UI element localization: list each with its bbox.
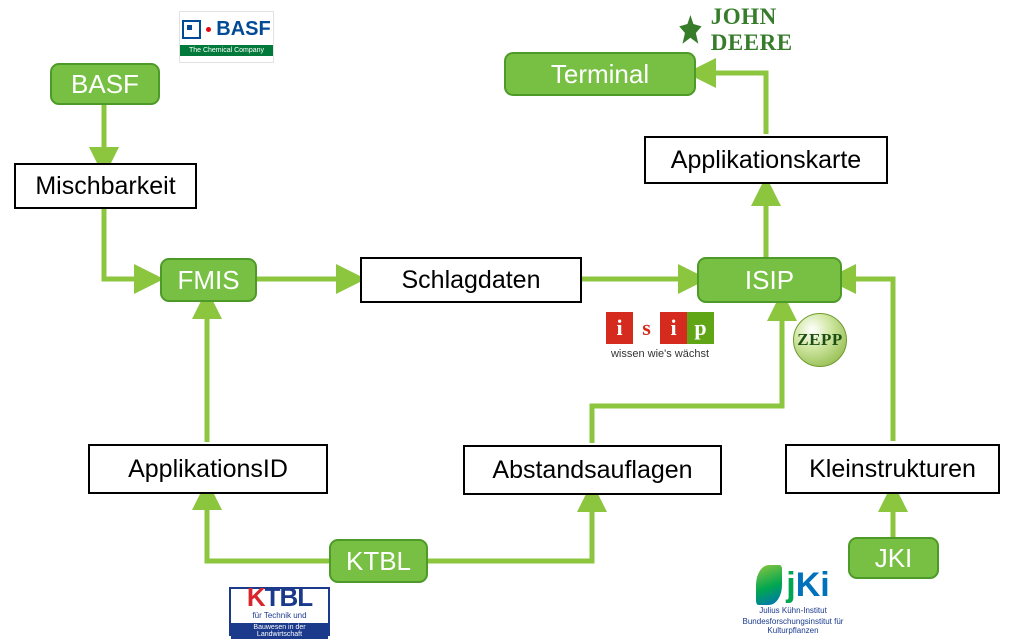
arrow-kleinstrukturen-isip <box>840 279 893 441</box>
basf-logo <box>179 11 274 63</box>
isip-letter-4: p <box>687 312 714 344</box>
arrow-mischbarkeit-fmis <box>104 209 150 279</box>
node-isip[interactable] <box>697 257 842 303</box>
isip-letter-1: i <box>606 312 633 344</box>
node-applikationsid-label: ApplikationsID <box>128 454 288 483</box>
node-kleinstrukturen[interactable] <box>785 444 1000 494</box>
basf-logo-mark-row <box>182 18 270 41</box>
isip-logo-letters <box>606 312 714 344</box>
node-kleinstrukturen-label: Kleinstrukturen <box>809 454 976 483</box>
jki-logo-mark-row <box>756 565 829 605</box>
basf-logo-word: BASF <box>216 18 271 40</box>
node-abstandsauflagen-label: Abstandsauflagen <box>492 455 693 484</box>
node-mischbarkeit-label: Mischbarkeit <box>35 171 176 200</box>
ktbl-logo <box>229 582 330 638</box>
basf-square-icon <box>182 20 201 39</box>
node-ktbl-label: KTBL <box>345 545 412 576</box>
basf-dot-icon <box>206 27 211 32</box>
jki-logo-line1: Julius Kühn-Institut <box>759 606 827 615</box>
node-jki-label: JKI <box>874 542 913 573</box>
node-applikationsid[interactable] <box>88 444 328 494</box>
isip-letter-2: s <box>633 312 660 344</box>
node-fmis-label: FMIS <box>177 264 240 295</box>
isip-logo <box>604 312 716 368</box>
arrow-applikationskarte-terminal <box>700 73 766 134</box>
node-isip-label: ISIP <box>744 264 795 295</box>
node-basf[interactable] <box>50 63 160 105</box>
node-terminal[interactable] <box>504 52 696 96</box>
node-jki[interactable] <box>848 537 939 579</box>
basf-logo-tagline: The Chemical Company <box>180 45 273 56</box>
node-applikationskarte[interactable] <box>644 136 888 184</box>
arrow-ktbl-applikationsid <box>207 494 338 561</box>
arrow-ktbl-abstandsauflagen <box>427 496 592 561</box>
ktbl-logo-line2: Bauwesen in der Landwirtschaft <box>231 623 328 639</box>
deer-icon <box>678 15 703 45</box>
isip-letter-3: i <box>660 312 687 344</box>
jki-logo-line2: Bundesforschungsinstitut für Kulturpflanzen <box>742 616 844 636</box>
node-terminal-label: Terminal <box>550 58 650 89</box>
node-schlagdaten-label: Schlagdaten <box>401 265 541 294</box>
john-deere-logo <box>678 4 838 55</box>
leaf-icon <box>756 565 782 605</box>
node-schlagdaten[interactable] <box>360 257 582 303</box>
john-deere-logo-word: JOHN DEERE <box>710 4 793 55</box>
node-ktbl[interactable] <box>329 539 428 583</box>
ktbl-logo-line1: für Technik und <box>252 611 307 621</box>
jki-logo-word: jKi <box>786 566 830 604</box>
zepp-logo <box>793 313 847 367</box>
isip-logo-tagline: wissen wie's wächst <box>610 348 710 360</box>
ktbl-logo-word: KTBL <box>246 582 313 613</box>
zepp-logo-word: ZEPP <box>797 330 843 349</box>
ktbl-logo-word-rest: TBL <box>264 582 313 613</box>
node-basf-label: BASF <box>71 68 139 99</box>
node-applikationskarte-label: Applikationskarte <box>670 145 862 174</box>
node-mischbarkeit[interactable] <box>14 163 197 209</box>
node-abstandsauflagen[interactable] <box>463 445 722 495</box>
node-fmis[interactable] <box>160 258 257 302</box>
jki-logo <box>728 565 858 636</box>
